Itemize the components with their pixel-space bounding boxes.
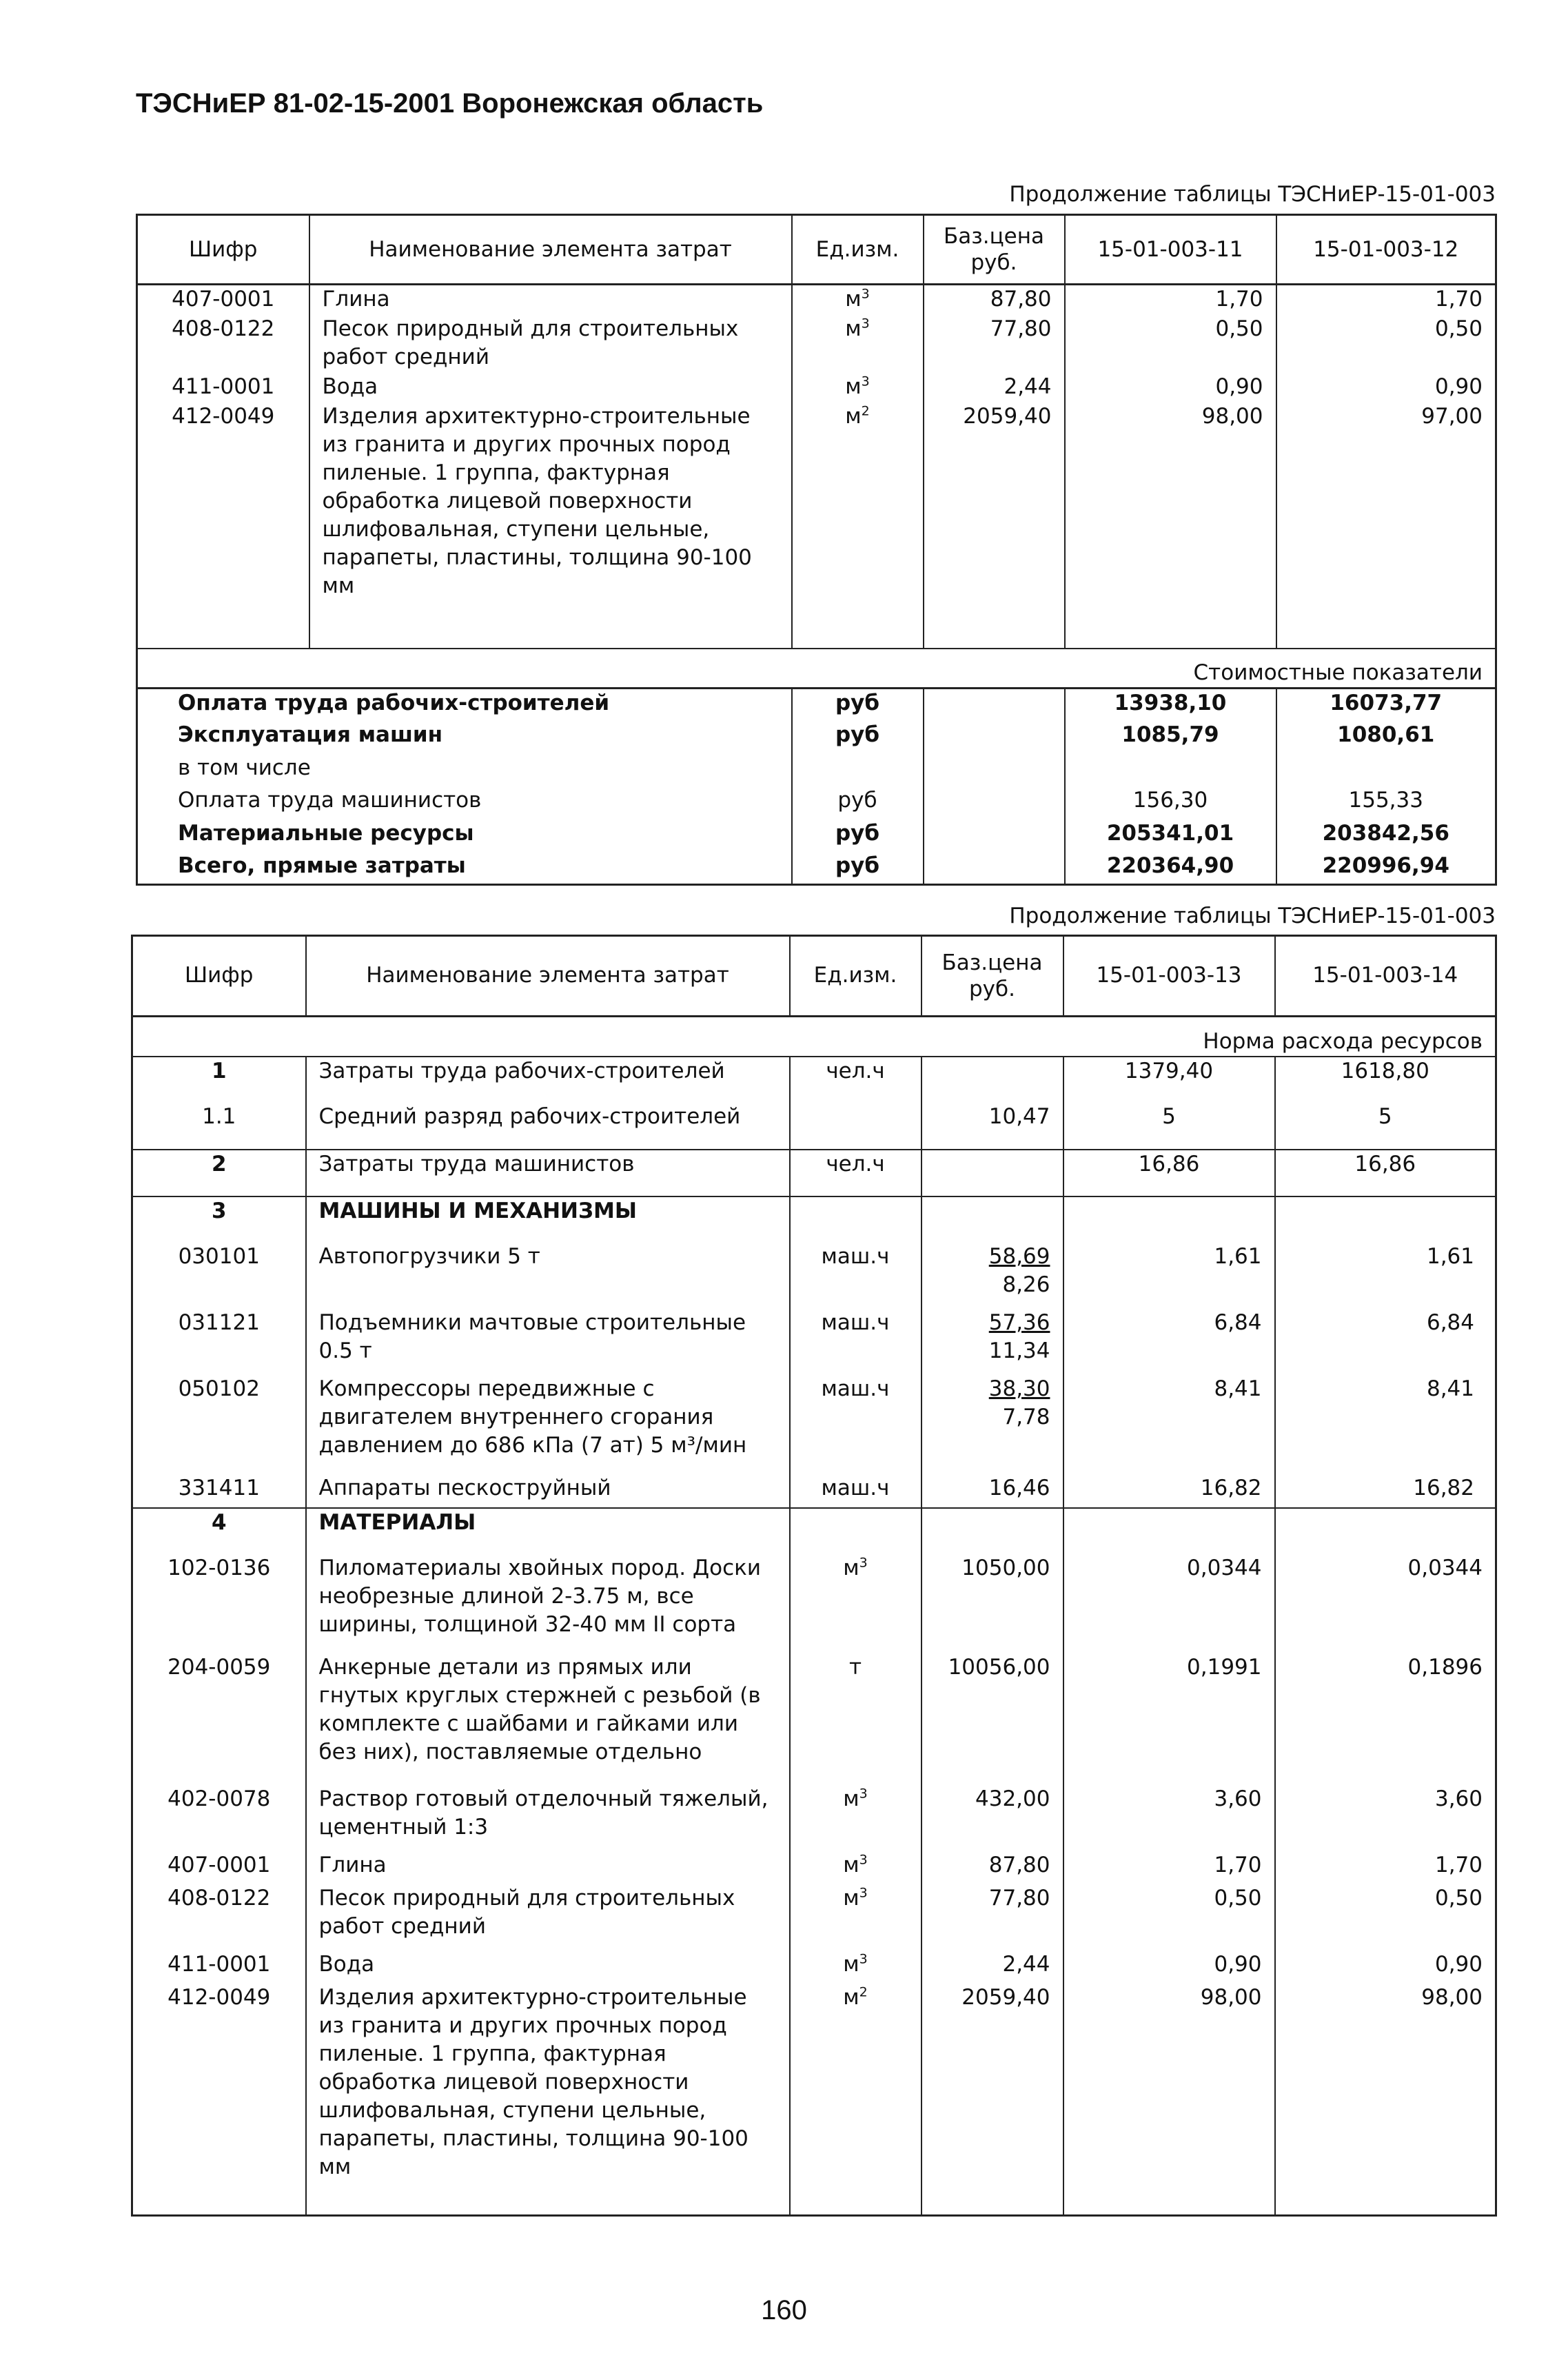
value-cell: 16,86: [1275, 1150, 1496, 1196]
unit-cell: руб: [792, 786, 924, 819]
name-cell: Пиломатериалы хвойных пород. Доски необрезные длиной 2-3.75 м, все ширины, толщиной 32-40 мм II сорта: [306, 1554, 790, 1653]
value-cell: 0,50: [1276, 315, 1496, 374]
code-cell: 407-0001: [167, 1853, 271, 1878]
unit-cell: $м^3$: [790, 1785, 922, 1851]
code-cell: 031121: [178, 1310, 260, 1336]
unit-exponent: 3: [859, 1786, 868, 1802]
col-v1-header: 15-01-003-13: [1063, 936, 1275, 1017]
value-cell: 97,00: [1276, 403, 1496, 607]
table2-header-row: [132, 936, 1496, 1017]
table1-cost-rows: [137, 689, 1496, 885]
price-cell: 2059,40: [924, 403, 1065, 607]
code-cell: 050102: [178, 1376, 260, 1401]
col-name-header: Наименование элемента затрат: [309, 215, 792, 285]
value-cell: 1,70: [1275, 1851, 1496, 1884]
price-cell: [924, 754, 1065, 786]
value-cell: 0,50: [1065, 315, 1276, 374]
value-cell: 1085,79: [1065, 721, 1276, 753]
code-cell: 412-0049: [172, 403, 275, 429]
value-cell: 6,84: [1063, 1309, 1275, 1375]
cost-row: [137, 786, 1496, 819]
price-cell: 2059,40: [922, 1984, 1063, 2214]
materials-group: [132, 1508, 1496, 1555]
value-cell: 3,60: [1275, 1785, 1496, 1851]
unit-cell: $м^3$: [790, 1851, 922, 1884]
code-cell: 411-0001: [167, 1951, 271, 1977]
value-cell: 0,0344: [1275, 1554, 1496, 1653]
table-row: [137, 403, 1496, 607]
value-cell: 1080,61: [1276, 721, 1496, 753]
value-cell: 0,90: [1065, 373, 1276, 402]
name-cell: Компрессоры передвижные с двигателем внутреннего сгорания давлением до 686 кПа (7 ат) 5 м³/мин: [306, 1375, 790, 1474]
machine-row: [132, 1243, 1496, 1309]
unit-exponent: 3: [859, 1555, 868, 1571]
price-cell: [922, 1057, 1063, 1103]
price-cell: 1050,00: [922, 1554, 1063, 1653]
price-cell: 10,47: [922, 1103, 1063, 1150]
value-cell: 1,61: [1063, 1243, 1275, 1309]
value-cell: 156,30: [1065, 786, 1276, 819]
unit-cell: $м^3$: [790, 1884, 922, 1950]
value-cell: 98,00: [1275, 1984, 1496, 2214]
table2: [131, 935, 1497, 2217]
code-cell: 030101: [178, 1244, 260, 1270]
price-cell: [922, 1375, 1063, 1474]
value-cell: 5: [1275, 1103, 1496, 1150]
name-cell: Глина: [309, 285, 792, 315]
cost-name-cell: Материальные ресурсы: [178, 820, 474, 846]
price-cell: 77,80: [924, 315, 1065, 374]
value-cell: 0,90: [1063, 1950, 1275, 1984]
machine-row: [132, 1474, 1496, 1508]
unit-cell: $м^3$: [792, 373, 924, 402]
col-price-header: Баз.цена руб.: [922, 936, 1063, 1017]
price-value: 16,46: [988, 1475, 1050, 1500]
unit-cell: [790, 1103, 922, 1150]
price-cell: [922, 1474, 1063, 1508]
name-cell: Изделия архитектурно-строительные из гранита и других прочных пород пиленые. 1 группа, фактурная обработка лицевой поверхности шлифовальная, ступени цельные, парапеты, пластины, толщина 90-100 мм: [306, 1984, 790, 2214]
unit-exponent: 3: [861, 286, 870, 302]
value-cell: 220364,90: [1065, 852, 1276, 884]
labour-row: [132, 1103, 1496, 1150]
table1-header-row: [137, 215, 1496, 285]
machinist-wage-value: 11,34: [988, 1338, 1050, 1364]
cost-row: [137, 819, 1496, 852]
code-cell: 402-0078: [167, 1786, 271, 1812]
value-cell: 0,0344: [1063, 1554, 1275, 1653]
unit-exponent: 2: [861, 403, 870, 419]
cost-row: [137, 689, 1496, 721]
machine-rows: [132, 1243, 1496, 1507]
value-cell: 16,86: [1063, 1150, 1275, 1196]
price-value: 57,36: [988, 1310, 1050, 1336]
name-cell: Глина: [306, 1851, 790, 1884]
material-row: [132, 1851, 1496, 1884]
material-row: [132, 1653, 1496, 1785]
table-row-spacer: [132, 2214, 1496, 2216]
machines-group: [132, 1196, 1496, 1243]
unit-cell: маш.ч: [790, 1243, 922, 1309]
name-cell: Изделия архитектурно-строительные из гранита и других прочных пород пиленые. 1 группа, фактурная обработка лицевой поверхности шлифовальная, ступени цельные, парапеты, пластины, толщина 90-100 мм: [309, 403, 792, 607]
cost-name-cell: Оплата труда машинистов: [178, 788, 482, 813]
unit-cell: руб: [792, 689, 924, 721]
name-cell: Вода: [309, 373, 792, 402]
price-cell: [924, 852, 1065, 884]
material-row: [132, 1884, 1496, 1950]
name-cell: Автопогрузчики 5 т: [306, 1243, 790, 1309]
price-cell: [924, 689, 1065, 721]
unit-cell: $м^2$: [790, 1984, 922, 2214]
value-cell: 6,84: [1275, 1309, 1496, 1375]
price-cell: [922, 1150, 1063, 1196]
value-cell: 0,1991: [1063, 1653, 1275, 1785]
table-row: [137, 315, 1496, 374]
unit-exponent: 3: [859, 1852, 868, 1868]
unit-cell: руб: [792, 721, 924, 753]
material-row: [132, 1785, 1496, 1851]
value-cell: 5: [1063, 1103, 1275, 1150]
name-cell: Аппараты пескоструйный: [306, 1474, 790, 1508]
price-cell: [924, 819, 1065, 852]
code-cell: 204-0059: [167, 1654, 271, 1680]
unit-cell: $м^3$: [790, 1950, 922, 1984]
code-cell: 408-0122: [172, 316, 275, 341]
value-cell: 0,90: [1276, 373, 1496, 402]
materials-title: МАТЕРИАЛЫ: [306, 1508, 790, 1555]
machines-code: 3: [132, 1196, 306, 1243]
col-unit-header: Ед.изм.: [790, 936, 922, 1017]
col-v2-header: 15-01-003-14: [1275, 936, 1496, 1017]
unit-cell: руб: [792, 819, 924, 852]
cost-name-cell: Эксплуатация машин: [178, 722, 443, 748]
code-cell: 331411: [178, 1475, 260, 1500]
norm-section-row: [132, 1016, 1496, 1056]
value-cell: 16,82: [1275, 1474, 1496, 1508]
machinist-wage-value: 7,78: [1002, 1404, 1050, 1429]
unit-cell: маш.ч: [790, 1309, 922, 1375]
material-row: [132, 1554, 1496, 1653]
cost-row: [137, 852, 1496, 884]
name-cell: Средний разряд рабочих-строителей: [306, 1103, 790, 1150]
col-v1-header: 15-01-003-11: [1065, 215, 1276, 285]
unit-cell: [792, 754, 924, 786]
value-cell: 1,70: [1276, 285, 1496, 315]
cost-name-cell: Оплата труда рабочих-строителей: [178, 691, 610, 716]
unit-cell: маш.ч: [790, 1375, 922, 1474]
cost-row: [137, 754, 1496, 786]
name-cell: Песок природный для строительных работ средний: [309, 315, 792, 374]
value-cell: 8,41: [1063, 1375, 1275, 1474]
machinist-wage-value: 8,26: [1002, 1272, 1050, 1298]
value-cell: 13938,10: [1065, 689, 1276, 721]
price-value: 38,30: [988, 1376, 1050, 1401]
value-cell: 98,00: [1063, 1984, 1275, 2214]
col-code-header: Шифр: [137, 215, 309, 285]
name-cell: Раствор готовый отделочный тяжелый, цементный 1:3: [306, 1785, 790, 1851]
labour-row: [132, 1057, 1496, 1103]
value-cell: 220996,94: [1276, 852, 1496, 884]
value-cell: 1,70: [1063, 1851, 1275, 1884]
code-cell: 408-0122: [167, 1885, 271, 1911]
materials-code: 4: [132, 1508, 306, 1555]
name-cell: Подъемники мачтовые строительные 0.5 т: [306, 1309, 790, 1375]
code-cell: 407-0001: [172, 287, 275, 312]
price-cell: 2,44: [924, 373, 1065, 402]
value-cell: 3,60: [1063, 1785, 1275, 1851]
value-cell: 0,90: [1275, 1950, 1496, 1984]
price-cell: 87,80: [922, 1851, 1063, 1884]
value-cell: 0,50: [1275, 1884, 1496, 1950]
unit-cell: $м^3$: [792, 285, 924, 315]
value-cell: 155,33: [1276, 786, 1496, 819]
code-cell: 102-0136: [167, 1556, 271, 1581]
name-cell: Анкерные детали из прямых или гнутых круглых стержней с резьбой (в комплекте с шайбами и гайками или без них), поставляемые отдельно: [306, 1653, 790, 1785]
table1-continuation-note: Продолжение таблицы ТЭСНиЕР-15-01-003: [1009, 182, 1496, 207]
price-cell: 87,80: [924, 285, 1065, 315]
value-cell: [1065, 754, 1276, 786]
page-title: ТЭСНиЕР 81-02-15-2001 Воронежская область: [136, 88, 764, 119]
value-cell: 8,41: [1275, 1375, 1496, 1474]
value-cell: 16073,77: [1276, 689, 1496, 721]
table1: [136, 214, 1497, 886]
value-cell: 205341,01: [1065, 819, 1276, 852]
labour-rows: [132, 1057, 1496, 1196]
machine-row: [132, 1375, 1496, 1474]
table1-cost-section: [137, 649, 1496, 689]
value-cell: 1,61: [1275, 1243, 1496, 1309]
price-value: 58,69: [988, 1244, 1050, 1270]
unit-cell: чел.ч: [790, 1150, 922, 1196]
norm-section-label: Норма расхода ресурсов: [132, 1016, 1496, 1056]
table-row: [137, 285, 1496, 315]
col-unit-header: Ед.изм.: [792, 215, 924, 285]
machines-title: МАШИНЫ И МЕХАНИЗМЫ: [306, 1196, 790, 1243]
page-number: 160: [761, 2295, 807, 2325]
unit-exponent: 3: [859, 1951, 868, 1967]
value-cell: 1379,40: [1063, 1057, 1275, 1103]
cost-name-cell: в том числе: [178, 755, 311, 780]
unit-cell: $м^3$: [790, 1554, 922, 1653]
unit-exponent: 3: [861, 316, 870, 332]
unit-cell: т: [790, 1653, 922, 1785]
unit-cell: чел.ч: [790, 1057, 922, 1103]
unit-exponent: 3: [859, 1885, 868, 1901]
table-row-spacer: [137, 607, 1496, 649]
col-name-header: Наименование элемента затрат: [306, 936, 790, 1017]
unit-cell: $м^3$: [792, 315, 924, 374]
code-cell: 1.1: [202, 1104, 236, 1130]
unit-exponent: 3: [861, 374, 870, 390]
unit-cell: руб: [792, 852, 924, 884]
name-cell: Затраты труда рабочих-строителей: [306, 1057, 790, 1103]
code-cell: 412-0049: [167, 1984, 271, 2010]
unit-cell: маш.ч: [790, 1474, 922, 1508]
col-code-header: Шифр: [132, 936, 306, 1017]
price-cell: [924, 721, 1065, 753]
value-cell: 0,1896: [1275, 1653, 1496, 1785]
name-cell: Вода: [306, 1950, 790, 1984]
table2-continuation-note: Продолжение таблицы ТЭСНиЕР-15-01-003: [1009, 904, 1496, 928]
code-cell: 411-0001: [172, 374, 275, 400]
table1-resource-rows: [137, 285, 1496, 649]
value-cell: 98,00: [1065, 403, 1276, 607]
cost-row: [137, 721, 1496, 753]
price-cell: [922, 1243, 1063, 1309]
name-cell: Песок природный для строительных работ средний: [306, 1884, 790, 1950]
value-cell: 0,50: [1063, 1884, 1275, 1950]
value-cell: 1618,80: [1275, 1057, 1496, 1103]
value-cell: [1276, 754, 1496, 786]
value-cell: 16,82: [1063, 1474, 1275, 1508]
table-row: [137, 373, 1496, 402]
material-row: [132, 1984, 1496, 2214]
price-cell: [922, 1309, 1063, 1375]
code-cell: 2: [132, 1150, 306, 1196]
cost-name-cell: Всего, прямые затраты: [178, 853, 466, 879]
price-cell: 77,80: [922, 1884, 1063, 1950]
cost-section-label: Стоимостные показатели: [137, 649, 1496, 689]
price-cell: [924, 786, 1065, 819]
labour-row: [132, 1150, 1496, 1196]
col-price-header: Баз.цена руб.: [924, 215, 1065, 285]
value-cell: 1,70: [1065, 285, 1276, 315]
price-cell: 432,00: [922, 1785, 1063, 1851]
machine-row: [132, 1309, 1496, 1375]
col-v2-header: 15-01-003-12: [1276, 215, 1496, 285]
material-row: [132, 1950, 1496, 1984]
price-cell: 2,44: [922, 1950, 1063, 1984]
material-rows: [132, 1554, 1496, 2215]
unit-cell: $м^2$: [792, 403, 924, 607]
code-cell: 1: [211, 1058, 227, 1083]
unit-exponent: 2: [859, 1984, 868, 2000]
price-cell: 10056,00: [922, 1653, 1063, 1785]
name-cell: Затраты труда машинистов: [306, 1150, 790, 1196]
value-cell: 203842,56: [1276, 819, 1496, 852]
